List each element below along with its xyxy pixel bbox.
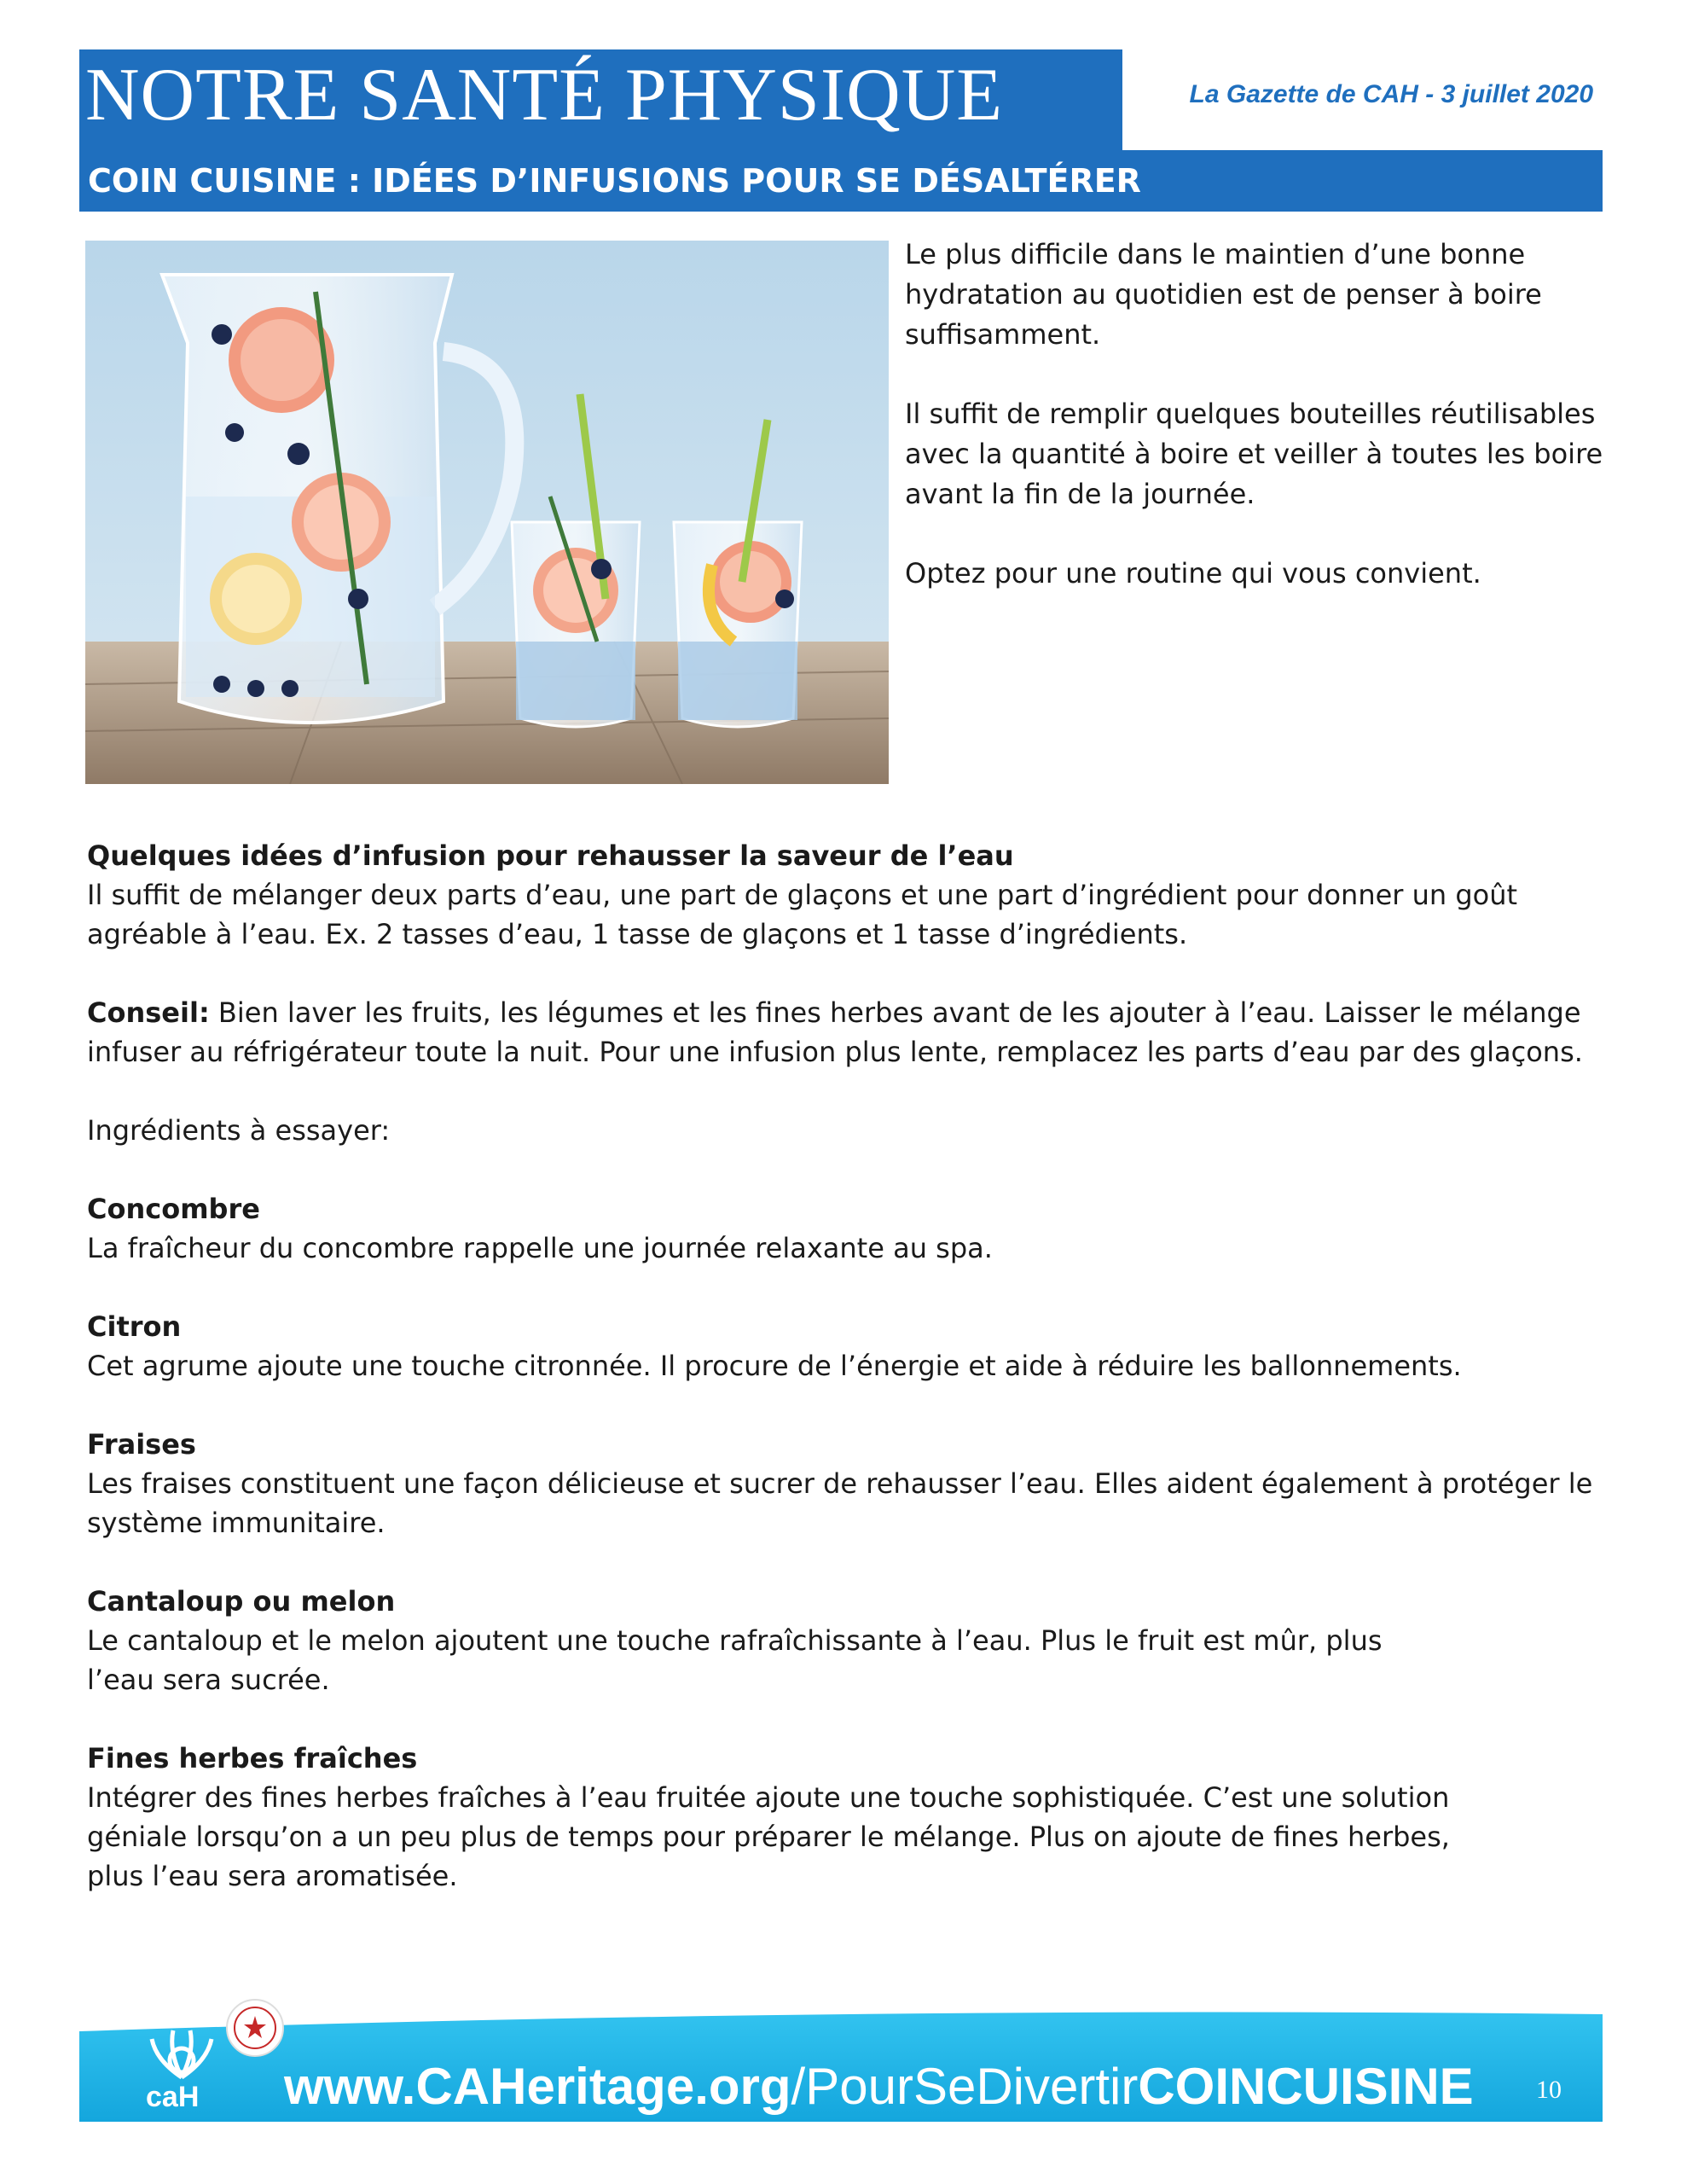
- section-subtitle: COIN CUISINE : IDÉES D’INFUSIONS POUR SE DÉSALTÉRER: [79, 150, 1603, 212]
- ingredient-name: Fines herbes fraîches: [87, 1742, 418, 1774]
- ingredient-text: La fraîcheur du concombre rappelle une journée relaxante au spa.: [87, 1232, 993, 1264]
- ingredients-intro: Ingrédients à essayer:: [87, 1114, 391, 1147]
- cah-logo-text: caH: [146, 2081, 200, 2113]
- ingredient-name: Cantaloup ou melon: [87, 1585, 396, 1618]
- seal-badge-icon: [226, 1999, 284, 2057]
- page-number: 10: [1536, 2076, 1562, 2104]
- url-domain: www.CAHeritage.org: [284, 2058, 791, 2115]
- url-path: PourSeDivertir: [805, 2058, 1139, 2115]
- ingredient-name: Fraises: [87, 1428, 196, 1461]
- footer-banner: [79, 2009, 1603, 2122]
- ingredient-item: [87, 1582, 1605, 1699]
- ingredient-item: [87, 1425, 1605, 1542]
- ingredient-item: [87, 1189, 1605, 1268]
- ingredient-text: Intégrer des fines herbes fraîches à l’eau fruitée ajoute une touche sophistiquée. C’est une solution géniale lorsqu’on a un peu plus de temps pour préparer le mélange. Plus on ajoute de fines herbes, plus l’eau sera aromatisée.: [87, 1781, 1450, 1892]
- intro-paragraph: Optez pour une routine qui vous convient.: [905, 557, 1481, 590]
- footer-url-link[interactable]: [284, 2057, 1474, 2117]
- conseil-paragraph: [87, 993, 1605, 1072]
- article-body: [87, 836, 1605, 1935]
- ingredient-name: Citron: [87, 1310, 182, 1343]
- url-slash: /: [791, 2058, 806, 2115]
- ingredient-text: Le cantaloup et le melon ajoutent une touche rafraîchissante à l’eau. Plus le fruit est mûr, plus l’eau sera sucrée.: [87, 1624, 1383, 1696]
- conseil-label: Conseil:: [87, 996, 210, 1029]
- intro-paragraph: Le plus difficile dans le maintien d’une bonne hydratation au quotidien est de penser à boire suffisamment.: [905, 238, 1542, 351]
- intro-text: [905, 235, 1604, 633]
- ingredient-text: Cet agrume ajoute une touche citronnée. Il procure de l’énergie et aide à réduire les ballonnements.: [87, 1350, 1462, 1382]
- ideas-text: Il suffit de mélanger deux parts d’eau, une part de glaçons et une part d’ingrédient pour donner un goût agréable à l’eau. Ex. 2 tasses d’eau, 1 tasse de glaçons et 1 tasse d’ingrédients.: [87, 879, 1518, 950]
- conseil-text: Bien laver les fruits, les légumes et les fines herbes avant de les ajouter à l’eau. Laisser le mélange infuser au réfrigérateur toute la nuit. Pour une infusion plus lente, remplacez les parts d’eau par des glaçons.: [87, 996, 1583, 1068]
- page-title: NOTRE SANTÉ PHYSIQUE: [85, 54, 1003, 136]
- ingredient-name: Concombre: [87, 1193, 260, 1225]
- ingredient-text: Les fraises constituent une façon délicieuse et sucrer de rehausser l’eau. Elles aident également à protéger le système immunitaire.: [87, 1467, 1593, 1539]
- intro-paragraph: Il suffit de remplir quelques bouteilles réutilisables avec la quantité à boire et veiller à toutes les boire avant la fin de la journée.: [905, 398, 1603, 510]
- ingredient-item: [87, 1307, 1605, 1385]
- gazette-issue-line: La Gazette de CAH - 3 juillet 2020: [1189, 80, 1593, 108]
- ingredient-item: [87, 1739, 1605, 1896]
- url-section: COINCUISINE: [1138, 2058, 1474, 2115]
- infused-water-photo: [85, 241, 889, 784]
- ideas-heading: Quelques idées d’infusion pour rehausser la saveur de l’eau: [87, 839, 1014, 872]
